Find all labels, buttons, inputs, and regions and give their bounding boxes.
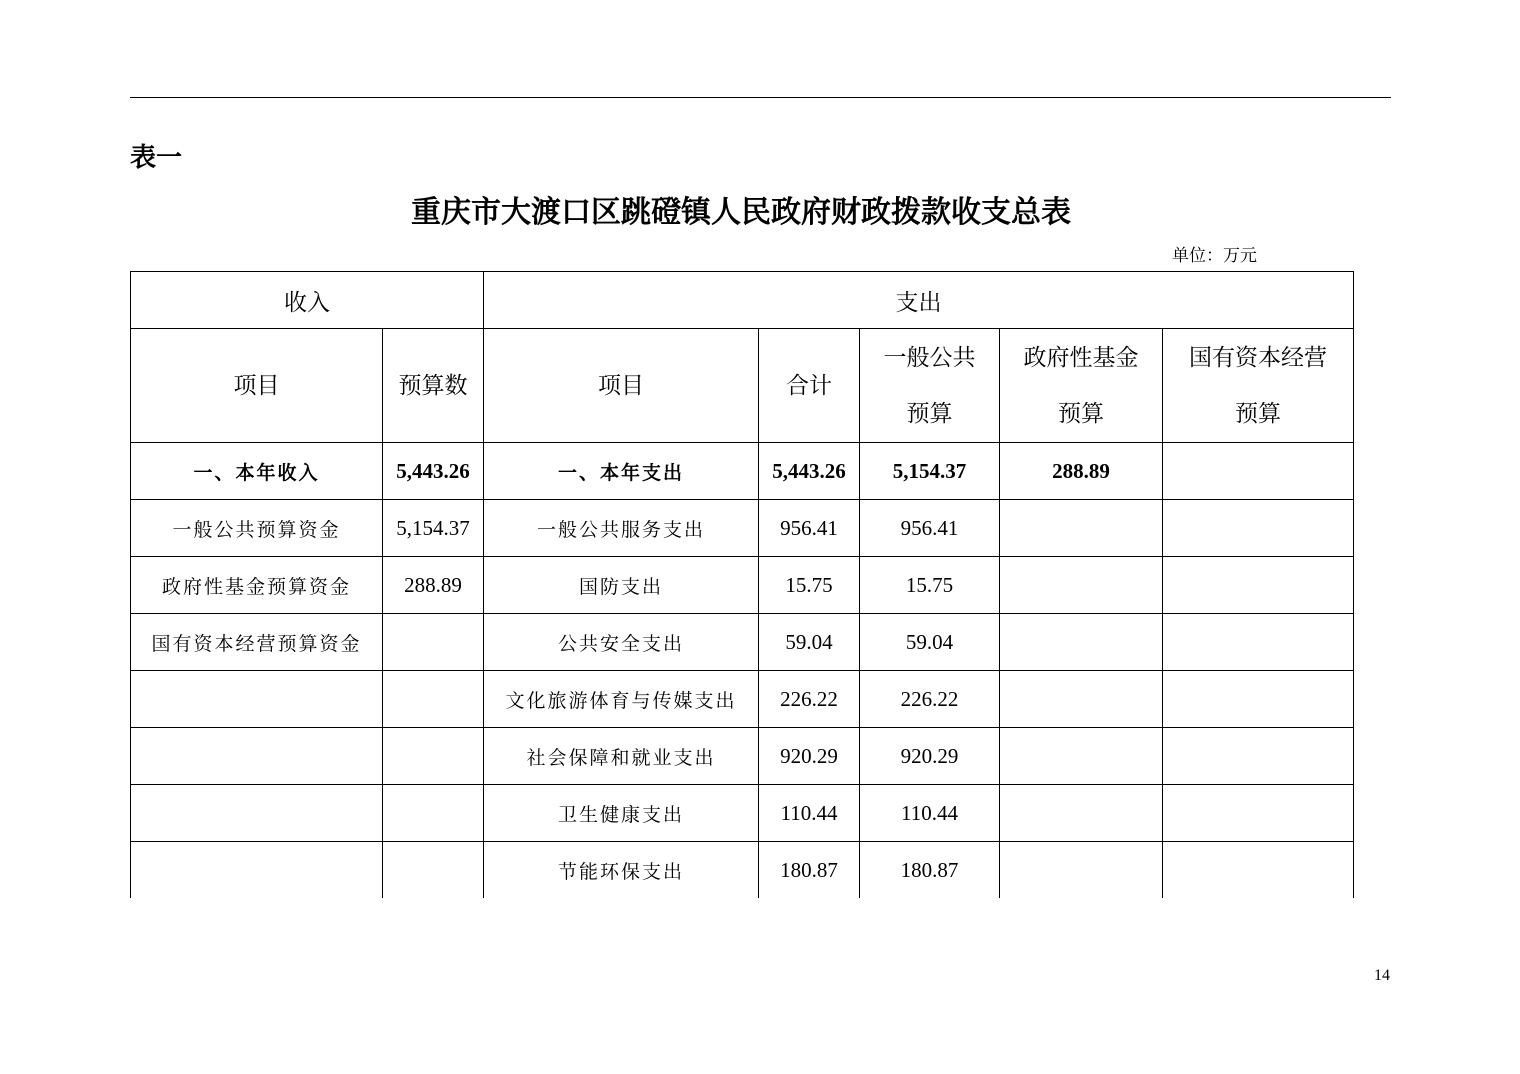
col-income-item: 项目 [131, 329, 383, 443]
cell-income-item: 国有资本经营预算资金 [131, 614, 383, 671]
col-gov-fund: 政府性基金 预算 [1000, 329, 1163, 443]
cell-expense-item: 一般公共服务支出 [484, 500, 759, 557]
cell-income-item [131, 728, 383, 785]
cell-gov-fund [1000, 557, 1163, 614]
cell-general-public: 180.87 [860, 842, 1000, 899]
cell-income-item: 一般公共预算资金 [131, 500, 383, 557]
cell-total: 59.04 [759, 614, 860, 671]
group-header-row [131, 272, 1354, 329]
cell-general-public: 110.44 [860, 785, 1000, 842]
cell-income-item [131, 842, 383, 899]
cell-income-budget [383, 728, 484, 785]
col-general-public: 一般公共 预算 [860, 329, 1000, 443]
cell-total: 110.44 [759, 785, 860, 842]
header-rule [130, 97, 1391, 98]
table-row [131, 500, 1354, 557]
table-row [131, 842, 1354, 899]
table-row [131, 785, 1354, 842]
col-income-budget: 预算数 [383, 329, 484, 443]
cell-general-public: 59.04 [860, 614, 1000, 671]
cell-state-capital [1163, 671, 1354, 728]
cell-expense-item: 一、本年支出 [484, 443, 759, 500]
cell-gov-fund [1000, 728, 1163, 785]
cell-state-capital [1163, 785, 1354, 842]
cell-income-budget [383, 785, 484, 842]
table-label: 表一 [130, 143, 183, 173]
cell-income-budget: 5,443.26 [383, 443, 484, 500]
cell-general-public: 226.22 [860, 671, 1000, 728]
col-total: 合计 [759, 329, 860, 443]
finance-summary-table [130, 271, 1354, 898]
cell-gov-fund [1000, 614, 1163, 671]
cell-total: 15.75 [759, 557, 860, 614]
cell-state-capital [1163, 557, 1354, 614]
table-row [131, 443, 1354, 500]
unit-label: 单位：万元 [1172, 246, 1257, 266]
cell-gov-fund [1000, 785, 1163, 842]
cell-income-budget [383, 671, 484, 728]
cell-income-item [131, 671, 383, 728]
cell-state-capital [1163, 443, 1354, 500]
cell-general-public: 956.41 [860, 500, 1000, 557]
table-row [131, 728, 1354, 785]
cell-total: 180.87 [759, 842, 860, 899]
cell-state-capital [1163, 842, 1354, 899]
document-title: 重庆市大渡口区跳磴镇人民政府财政拨款收支总表 [411, 195, 1071, 230]
col-expense-item: 项目 [484, 329, 759, 443]
cell-gov-fund [1000, 671, 1163, 728]
cell-gov-fund [1000, 842, 1163, 899]
table-row [131, 557, 1354, 614]
cell-expense-item: 社会保障和就业支出 [484, 728, 759, 785]
cell-expense-item: 公共安全支出 [484, 614, 759, 671]
cell-income-item: 政府性基金预算资金 [131, 557, 383, 614]
cell-state-capital [1163, 500, 1354, 557]
page-number: 14 [1374, 967, 1390, 984]
cell-expense-item: 国防支出 [484, 557, 759, 614]
expense-group-header: 支出 [484, 272, 1354, 329]
cell-total: 5,443.26 [759, 443, 860, 500]
cell-expense-item: 文化旅游体育与传媒支出 [484, 671, 759, 728]
column-header-row [131, 329, 1354, 443]
cell-total: 920.29 [759, 728, 860, 785]
cell-expense-item: 卫生健康支出 [484, 785, 759, 842]
cell-general-public: 920.29 [860, 728, 1000, 785]
cell-gov-fund [1000, 500, 1163, 557]
cell-income-budget [383, 842, 484, 899]
cell-general-public: 5,154.37 [860, 443, 1000, 500]
income-group-header: 收入 [131, 272, 484, 329]
cell-gov-fund: 288.89 [1000, 443, 1163, 500]
table-row [131, 614, 1354, 671]
cell-income-item: 一、本年收入 [131, 443, 383, 500]
cell-income-budget: 5,154.37 [383, 500, 484, 557]
cell-income-budget [383, 614, 484, 671]
cell-income-budget: 288.89 [383, 557, 484, 614]
cell-total: 956.41 [759, 500, 860, 557]
cell-general-public: 15.75 [860, 557, 1000, 614]
col-state-capital: 国有资本经营 预算 [1163, 329, 1354, 443]
cell-income-item [131, 785, 383, 842]
cell-state-capital [1163, 728, 1354, 785]
cell-state-capital [1163, 614, 1354, 671]
cell-expense-item: 节能环保支出 [484, 842, 759, 899]
table-row [131, 671, 1354, 728]
cell-total: 226.22 [759, 671, 860, 728]
